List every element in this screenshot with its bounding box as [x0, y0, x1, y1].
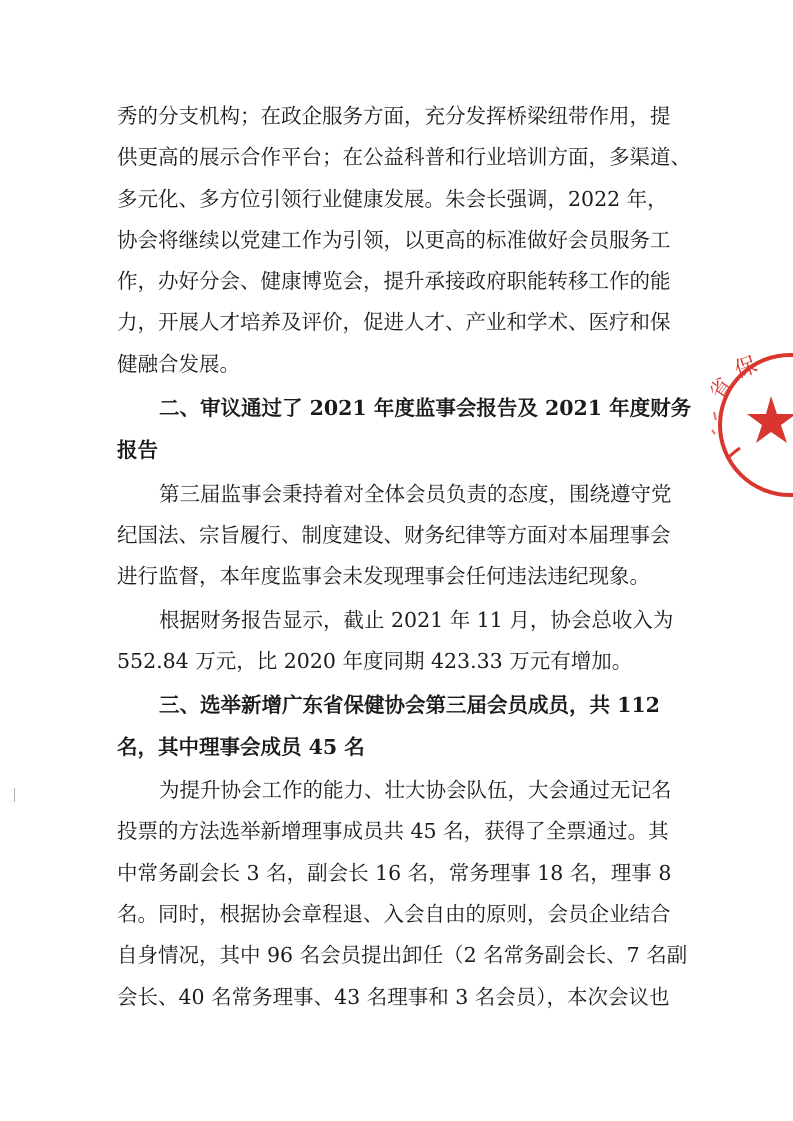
paragraph-line: 力，开展人才培养及评价，促进人才、产业和学术、医疗和保: [117, 310, 671, 334]
section-heading-3-cont: 名，其中理事会成员 45 名: [117, 735, 365, 759]
paragraph-line: 第三届监事会秉持着对全体会员负责的态度，围绕遵守党: [159, 482, 672, 506]
seal-char-sheng: 省: [704, 372, 736, 403]
scan-margin-mark: [14, 788, 15, 802]
paragraph-line: 名。同时，根据协会章程退、入会自由的原则，会员企业结合: [117, 902, 671, 926]
paragraph-line: 会长、40 名常务理事、43 名理事和 3 名会员），本次会议也: [117, 985, 670, 1009]
paragraph-line: 秀的分支机构；在政企服务方面，充分发挥桥梁纽带作用，提: [117, 104, 671, 128]
official-seal: [700, 340, 793, 510]
paragraph-line: 根据财务报告显示，截止 2021 年 11 月，协会总收入为: [159, 608, 674, 632]
paragraph-line: 投票的方法选举新增理事成员共 45 名，获得了全票通过。其: [117, 819, 669, 843]
paragraph-line: 进行监督，本年度监事会未发现理事会任何违法违纪现象。: [117, 564, 650, 588]
paragraph-line: 自身情况，其中 96 名会员提出卸任（2 名常务副会长、7 名副: [117, 943, 688, 967]
paragraph-line: 协会将继续以党建工作为引领，以更高的标准做好会员服务工: [117, 228, 671, 252]
paragraph-line: 中常务副会长 3 名，副会长 16 名，常务理事 18 名，理事 8: [117, 861, 672, 885]
seal-ink-fragment: [712, 412, 716, 434]
paragraph-line: 纪国法、宗旨履行、制度建设、财务纪律等方面对本届理事会: [117, 523, 671, 547]
section-heading-2: 二、审议通过了 2021 年度监事会报告及 2021 年度财务: [159, 396, 692, 420]
paragraph-line: 多元化、多方位引领行业健康发展。朱会长强调，2022 年，: [117, 187, 668, 211]
paragraph-line: 健融合发展。: [117, 352, 240, 376]
section-heading-2-cont: 报告: [117, 438, 158, 462]
paragraph-line: 供更高的展示合作平台；在公益科普和行业培训方面，多渠道、: [117, 145, 691, 169]
paragraph-line: 552.84 万元，比 2020 年度同期 423.33 万元有增加。: [117, 649, 633, 673]
seal-arc-mark: [728, 448, 740, 458]
paragraph-line: 为提升协会工作的能力、壮大协会队伍，大会通过无记名: [159, 778, 672, 802]
seal-star-icon: [747, 396, 793, 443]
paragraph-line: 作，办好分会、健康博览会，提升承接政府职能转移工作的能: [117, 269, 671, 293]
section-heading-3: 三、选举新增广东省保健协会第三届会员成员，共 112: [159, 693, 660, 717]
seal-char-bao: 保: [731, 352, 761, 384]
